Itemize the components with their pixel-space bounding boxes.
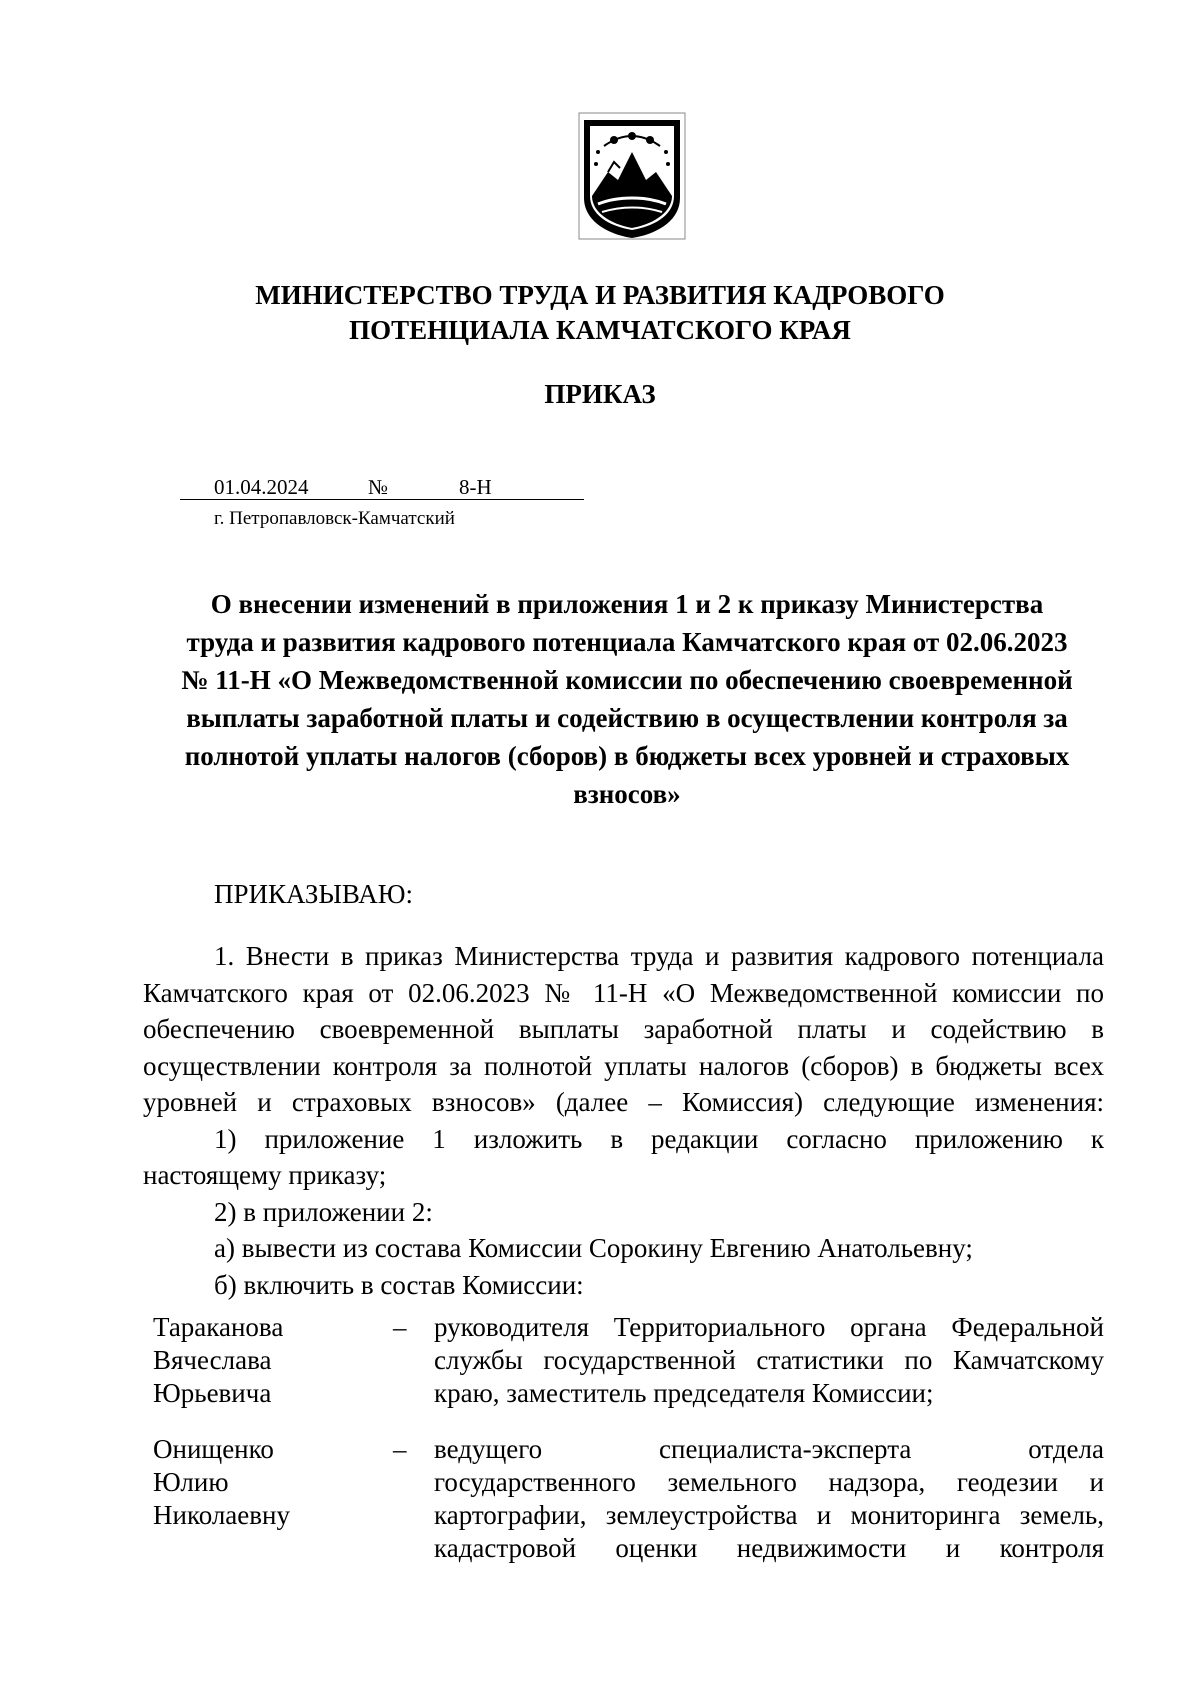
- member-name-line: Онищенко: [153, 1434, 274, 1464]
- member-dash: –: [393, 1434, 407, 1464]
- member-position: [434, 1433, 1104, 1565]
- subject-line: № 11-Н «О Межведомственной комиссии по обеспечению своевременной: [181, 665, 1073, 695]
- member-name-line: Юрьевича: [153, 1378, 272, 1408]
- paragraph-1-line: уровней и страховых взносов» (далее – Комиссия) следующие изменения:: [143, 1087, 1104, 1117]
- order-city: г. Петропавловск-Камчатский: [214, 508, 455, 529]
- member-position-line: картографии, землеустройства и мониторинга земель,: [434, 1500, 1104, 1530]
- member-name-line: Николаевну: [153, 1500, 290, 1530]
- decree-word: ПРИКАЗЫВАЮ:: [214, 879, 413, 909]
- order-number: 8-Н: [459, 475, 492, 499]
- subject-line: выплаты заработной платы и содействию в осуществлении контроля за: [186, 703, 1068, 733]
- commission-members: [143, 1311, 1104, 1565]
- member-position-line: государственного земельного надзора, геодезии и: [434, 1467, 1104, 1497]
- member-position-line: краю, заместитель председателя Комиссии;: [434, 1378, 934, 1408]
- item-1-line: 1) приложение 1 изложить в редакции согласно приложению к: [214, 1123, 1104, 1154]
- member-name: [153, 1311, 353, 1410]
- kamchatka-coat-of-arms-icon: [578, 112, 686, 240]
- item-2a: а) вывести из состава Комиссии Сорокину Евгению Анатольевну;: [214, 1233, 973, 1263]
- member-position-line: службы государственной статистики по Камчатскому: [434, 1345, 1104, 1375]
- subject-line: полнотой уплаты налогов (сборов) в бюджеты всех уровней и страховых: [184, 741, 1070, 771]
- member-position-line: ведущего специалиста-эксперта отдела: [434, 1434, 1104, 1464]
- ministry-name: [0, 278, 1200, 348]
- member-position-line: руководителя Территориального органа Федеральной: [434, 1312, 1104, 1342]
- item-1-line: настоящему приказу;: [143, 1160, 387, 1190]
- order-subject: [150, 585, 1104, 813]
- subject-line: взносов»: [573, 779, 681, 809]
- paragraph-1-line: Камчатского края от 02.06.2023 № 11-Н «О Межведомственной комиссии по: [143, 977, 1104, 1008]
- document-type: ПРИКАЗ: [544, 379, 656, 409]
- subject-line: О внесении изменений в приложения 1 и 2 к приказу Министерства: [210, 589, 1044, 619]
- member-name: [153, 1433, 353, 1532]
- date-number-underline: [180, 499, 584, 500]
- order-date: 01.04.2024: [214, 475, 309, 499]
- paragraph-1-line: осуществлении контроля за полнотой уплаты налогов (сборов) в бюджеты всех: [143, 1050, 1104, 1081]
- item-2b: б) включить в состав Комиссии:: [214, 1269, 584, 1300]
- member-entry: [143, 1433, 1104, 1565]
- item-2: 2) в приложении 2:: [214, 1196, 433, 1227]
- subject-line: труда и развития кадрового потенциала Камчатского края от 02.06.2023: [186, 627, 1068, 657]
- member-name-line: Тараканова: [153, 1312, 284, 1342]
- member-name-line: Юлию: [153, 1467, 229, 1497]
- ministry-line-2: ПОТЕНЦИАЛА КАМЧАТСКОГО КРАЯ: [349, 315, 851, 345]
- member-position: [434, 1311, 1104, 1410]
- member-entry: [143, 1311, 1104, 1433]
- member-name-line: Вячеслава: [153, 1345, 272, 1375]
- member-dash: –: [393, 1312, 407, 1342]
- paragraph-1-line: обеспечению своевременной выплаты заработной платы и содействию в: [143, 1014, 1104, 1044]
- member-position-line: кадастровой оценки недвижимости и контроля: [434, 1533, 1104, 1563]
- order-number-label: №: [368, 475, 389, 499]
- ministry-line-1: МИНИСТЕРСТВО ТРУДА И РАЗВИТИЯ КАДРОВОГО: [255, 280, 945, 310]
- order-body: [143, 938, 1104, 1303]
- paragraph-1-line: 1. Внести в приказ Министерства труда и развития кадрового потенциала: [214, 941, 1104, 971]
